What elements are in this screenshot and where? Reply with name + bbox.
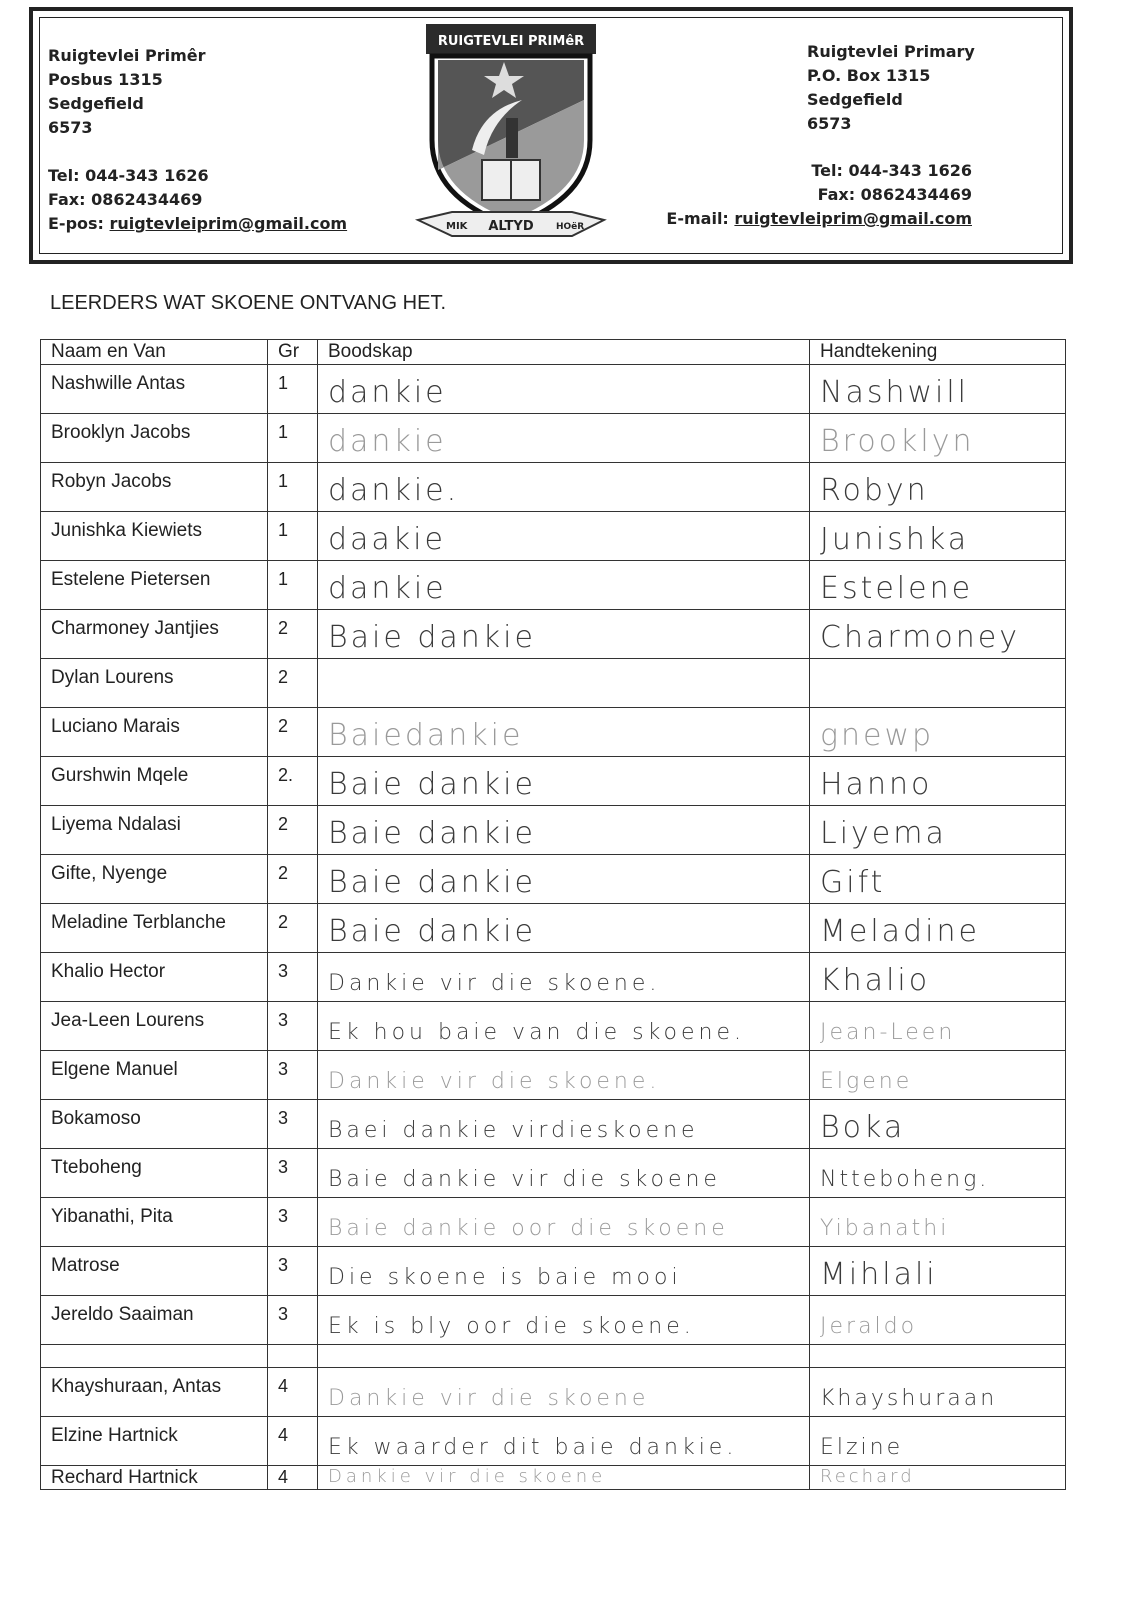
handwritten-message: Dankie vir die skoene: [328, 1466, 607, 1487]
document-title: LEERDERS WAT SKOENE ONTVANG HET.: [50, 292, 446, 314]
learner-name: Jereldo Saaiman: [51, 1304, 194, 1325]
learner-grade: 2: [278, 912, 289, 932]
table-row: [41, 512, 1066, 561]
learner-grade: 4: [278, 1467, 289, 1487]
handwritten-message: Dankie vir die skoene.: [328, 1069, 661, 1094]
school-name-af: Ruigtevlei Primêr: [48, 46, 206, 65]
table-row: [41, 1417, 1066, 1466]
table-row: [41, 1100, 1066, 1149]
town-af: Sedgefield: [48, 94, 144, 113]
handwritten-message: Ek waarder dit baie dankie.: [328, 1435, 738, 1460]
handwritten-message: Baie dankie: [328, 914, 536, 949]
handwritten-signature: Estelene: [820, 571, 974, 606]
handwritten-signature: Rechard: [820, 1466, 915, 1487]
learner-grade: 3: [278, 961, 289, 981]
learner-grade: 2: [278, 863, 289, 883]
email-line-en: [666, 207, 972, 231]
learner-name: Dylan Lourens: [51, 667, 174, 688]
table-row: [41, 1368, 1066, 1417]
address-english: [807, 40, 975, 136]
learner-name: Elgene Manuel: [51, 1059, 178, 1080]
table-row: [41, 610, 1066, 659]
handwritten-message: Baie dankie vir die skoene: [328, 1167, 721, 1192]
table-row: [41, 855, 1066, 904]
learner-name: Elzine Hartnick: [51, 1425, 178, 1446]
school-crest-logo: [412, 20, 608, 250]
handwritten-signature: Meladine: [820, 914, 980, 949]
learner-grade: 3: [278, 1010, 289, 1030]
learner-name: Gifte, Nyenge: [51, 863, 168, 884]
learner-grade: 2: [278, 618, 289, 638]
town-en: Sedgefield: [807, 90, 903, 109]
email-link-af[interactable]: ruigtevleiprim@gmail.com: [109, 214, 348, 233]
handwritten-signature: Elzine: [820, 1435, 904, 1460]
handwritten-message: Baie dankie: [328, 865, 536, 900]
learner-name: Khayshuraan, Antas: [51, 1376, 222, 1397]
po-box-af: Posbus 1315: [48, 70, 163, 89]
postal-code-af: 6573: [48, 118, 93, 137]
learner-grade: 2: [278, 814, 289, 834]
learner-name: Matrose: [51, 1255, 120, 1276]
handwritten-message: [318, 659, 809, 669]
handwritten-signature: gnewp: [820, 718, 935, 753]
table-row: [41, 561, 1066, 610]
handwritten-signature: Mihlali: [820, 1257, 938, 1292]
handwritten-message: Ek is bly oor die skoene.: [328, 1314, 695, 1339]
handwritten-signature: Jeraldo: [820, 1314, 918, 1339]
handwritten-message: daakie: [328, 522, 446, 557]
learner-grade: 1: [278, 520, 289, 540]
learner-name: Nashwille Antas: [51, 373, 186, 394]
learner-name: Khalio Hector: [51, 961, 166, 982]
handwritten-message: Baei dankie virdieskoene: [328, 1118, 699, 1143]
handwritten-signature: Yibanathi: [820, 1216, 950, 1241]
handwritten-signature: Elgene: [820, 1069, 913, 1094]
handwritten-message: Baie dankie: [328, 620, 536, 655]
learner-grade: 2: [278, 667, 289, 687]
learner-name: Liyema Ndalasi: [51, 814, 181, 835]
contact-english: [666, 159, 972, 231]
email-line-af: [48, 212, 347, 236]
header-message: Boodskap: [318, 340, 810, 365]
learner-grade: 1: [278, 373, 289, 393]
handwritten-signature: Gift: [820, 865, 886, 900]
table-row: [41, 414, 1066, 463]
handwritten-signature: Jean-Leen: [820, 1020, 956, 1045]
handwritten-signature: Robyn: [820, 473, 929, 508]
table-row: [41, 1051, 1066, 1100]
learner-name: Yibanathi, Pita: [51, 1206, 173, 1227]
learner-grade: 3: [278, 1157, 289, 1177]
handwritten-message: Dankie vir die skoene: [328, 1386, 650, 1411]
handwritten-message: Baiedankie: [328, 718, 524, 753]
handwritten-message: Baie dankie oor die skoene: [328, 1216, 729, 1241]
email-label-en: E-mail:: [666, 209, 735, 228]
handwritten-signature: Hanno: [820, 767, 933, 802]
handwritten-message: Dankie vir die skoene.: [328, 971, 661, 996]
table-row: [41, 659, 1066, 708]
learner-name: Robyn Jacobs: [51, 471, 172, 492]
learner-name: Bokamoso: [51, 1108, 141, 1129]
table-row: [41, 1466, 1066, 1490]
crest-banner-text: RUIGTEVLEI PRIMêR: [437, 34, 585, 49]
email-link-en[interactable]: ruigtevleiprim@gmail.com: [734, 209, 972, 228]
learner-name: Luciano Marais: [51, 716, 180, 737]
learner-name: Charmoney Jantjies: [51, 618, 219, 639]
learner-name: Brooklyn Jacobs: [51, 422, 191, 443]
handwritten-message: Ek hou baie van die skoene.: [328, 1020, 745, 1045]
table-row: [41, 904, 1066, 953]
handwritten-message: dankie: [328, 375, 447, 410]
table-row: [41, 365, 1066, 414]
handwritten-signature: Junishka: [820, 522, 970, 557]
tel-en: Tel: 044-343 1626: [811, 161, 972, 180]
learner-grade: 1: [278, 422, 289, 442]
learner-name: Meladine Terblanche: [51, 912, 226, 933]
handwritten-signature: Boka: [820, 1110, 906, 1145]
header-signature: Handtekening: [810, 340, 1066, 365]
email-label-af: E-pos:: [48, 214, 110, 233]
table-row: [41, 1198, 1066, 1247]
fax-en: Fax: 0862434469: [817, 185, 972, 204]
table-header-row: [41, 340, 1066, 365]
learner-name: Junishka Kiewiets: [51, 520, 203, 541]
handwritten-message: dankie: [328, 571, 447, 606]
table-row: [41, 1002, 1066, 1051]
learner-grade: 1: [278, 471, 289, 491]
crest-motto-mid: ALTYD: [488, 219, 534, 234]
handwritten-signature: Brooklyn: [820, 424, 975, 459]
learner-grade: 2.: [278, 765, 294, 785]
table-spacer-row: [41, 1345, 1066, 1368]
postal-code-en: 6573: [807, 114, 852, 133]
header-grade: Gr: [268, 340, 318, 365]
handwritten-signature: Khayshuraan: [820, 1386, 998, 1411]
learner-grade: 3: [278, 1206, 289, 1226]
handwritten-signature: Khalio: [820, 963, 931, 998]
learner-name: Jea-Leen Lourens: [51, 1010, 205, 1031]
table-row: [41, 1296, 1066, 1345]
table-row: [41, 463, 1066, 512]
header-name: Naam en Van: [41, 340, 268, 365]
address-afrikaans: [48, 44, 347, 236]
handwritten-signature: [810, 659, 1065, 669]
handwritten-message: dankie.: [328, 473, 460, 508]
learner-grade: 4: [278, 1425, 289, 1445]
handwritten-signature: Liyema: [820, 816, 947, 851]
learner-grade: 3: [278, 1255, 289, 1275]
crest-motto-left: MIK: [446, 221, 468, 232]
handwritten-message: Baie dankie: [328, 816, 536, 851]
learner-grade: 2: [278, 716, 289, 736]
learner-grade: 1: [278, 569, 289, 589]
school-name-en: Ruigtevlei Primary: [807, 42, 975, 61]
learner-grade: 3: [278, 1304, 289, 1324]
learner-name: Gurshwin Mqele: [51, 765, 189, 786]
handwritten-message: Die skoene is baie mooi: [328, 1265, 682, 1290]
table-row: [41, 953, 1066, 1002]
learner-name: Estelene Pietersen: [51, 569, 211, 590]
table-row: [41, 1149, 1066, 1198]
handwritten-message: Baie dankie: [328, 767, 536, 802]
crest-arm: [506, 118, 518, 158]
table-row: [41, 708, 1066, 757]
handwritten-signature: Ntteboheng.: [820, 1167, 990, 1192]
table-row: [41, 806, 1066, 855]
crest-motto-right: HOëR: [556, 222, 585, 232]
fax-af: Fax: 0862434469: [48, 190, 203, 209]
po-box-en: P.O. Box 1315: [807, 66, 931, 85]
learner-name: Tteboheng: [51, 1157, 142, 1178]
handwritten-message: dankie: [328, 424, 447, 459]
tel-af: Tel: 044-343 1626: [48, 166, 209, 185]
learner-grade: 3: [278, 1059, 289, 1079]
learner-grade: 3: [278, 1108, 289, 1128]
table-row: [41, 757, 1066, 806]
shoes-received-table: [40, 339, 1066, 1490]
handwritten-signature: Charmoney: [820, 620, 1020, 655]
learner-grade: 4: [278, 1376, 289, 1396]
handwritten-signature: Nashwill: [820, 375, 970, 410]
table-row: [41, 1247, 1066, 1296]
learner-name: Rechard Hartnick: [51, 1467, 198, 1488]
